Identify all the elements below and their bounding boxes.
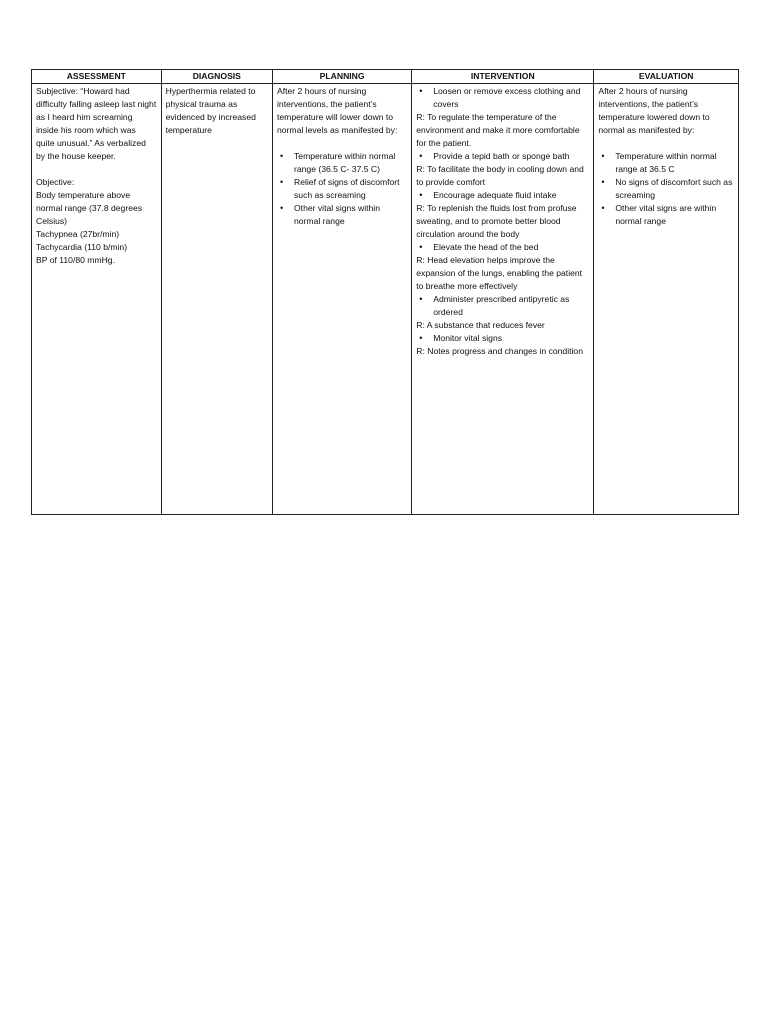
- bullet-icon: •: [419, 151, 423, 161]
- bullet-icon: •: [419, 242, 423, 252]
- intervention-action: [416, 150, 589, 163]
- evaluation-bullet-text: Other vital signs are within normal range: [615, 203, 717, 226]
- list-item: [277, 202, 407, 228]
- intervention-rationale: R: Notes progress and changes in condition: [416, 346, 583, 356]
- evaluation-bullet-list: [598, 150, 734, 228]
- evaluation-intro: After 2 hours of nursing interventions, the patient’s temperature lowered down to normal as manifested by:: [598, 86, 710, 135]
- bullet-icon: •: [419, 190, 423, 200]
- list-item: [598, 202, 734, 228]
- header-evaluation: EVALUATION: [594, 70, 739, 84]
- intervention-action-text: Administer prescribed antipyretic as ordered: [433, 294, 570, 317]
- bullet-icon: •: [280, 151, 284, 161]
- nursing-care-plan-table: [31, 69, 739, 515]
- planning-bullet-list: [277, 150, 407, 228]
- list-item: [277, 150, 407, 176]
- header-diagnosis: DIAGNOSIS: [161, 70, 272, 84]
- intervention-rationale: R: To regulate the temperature of the environment and make it more comfortable for the patient.: [416, 112, 580, 148]
- list-item: [277, 176, 407, 202]
- header-intervention: INTERVENTION: [412, 70, 594, 84]
- header-assessment: ASSESSMENT: [32, 70, 162, 84]
- bullet-icon: •: [601, 177, 605, 187]
- bullet-icon: •: [280, 177, 284, 187]
- intervention-rationale: R: Head elevation helps improve the expansion of the lungs, enabling the patient to breathe more effectively: [416, 255, 583, 291]
- list-item: [598, 150, 734, 176]
- intervention-list: [416, 241, 589, 254]
- intervention-rationale: R: To replenish the fluids lost from profuse sweating, and to promote better blood circulation around the body: [416, 203, 577, 239]
- intervention-action-text: Loosen or remove excess clothing and covers: [433, 86, 581, 109]
- intervention-rationale: R: To facilitate the body in cooling down and to provide comfort: [416, 164, 584, 187]
- intervention-rationale: R: A substance that reduces fever: [416, 320, 545, 330]
- planning-intro: After 2 hours of nursing interventions, the patient’s temperature will lower down to normal levels as manifested by:: [277, 86, 398, 135]
- diagnosis-cell: [161, 84, 272, 515]
- intervention-action: [416, 332, 589, 345]
- objective-line: Body temperature above normal range (37.8 degrees Celsius): [36, 190, 143, 226]
- intervention-action-text: Monitor vital signs: [433, 333, 503, 343]
- evaluation-cell: [594, 84, 739, 515]
- bullet-icon: •: [419, 86, 423, 96]
- assessment-cell: [32, 84, 162, 515]
- bullet-icon: •: [601, 151, 605, 161]
- intervention-action-text: Provide a tepid bath or sponge bath: [433, 151, 570, 161]
- evaluation-bullet-text: Temperature within normal range at 36.5 C: [615, 151, 717, 174]
- intervention-list: [416, 189, 589, 202]
- evaluation-bullet-text: No signs of discomfort such as screaming: [615, 177, 733, 200]
- bullet-icon: •: [601, 203, 605, 213]
- intervention-action: [416, 241, 589, 254]
- intervention-action: [416, 293, 589, 319]
- intervention-action-text: Elevate the head of the bed: [433, 242, 539, 252]
- planning-bullet-text: Other vital signs within normal range: [294, 203, 380, 226]
- intervention-cell: [412, 84, 594, 515]
- planning-cell: [273, 84, 412, 515]
- assessment-objective-label: Objective:: [36, 177, 75, 187]
- intervention-action: [416, 189, 589, 202]
- content-row: [32, 84, 739, 515]
- assessment-subjective: Subjective: “Howard had difficulty falling asleep last night as I heard him screaming inside his room which was quite unusual.” As verbalized by the house keeper.: [36, 86, 157, 161]
- objective-line: BP of 110/80 mmHg.: [36, 255, 115, 265]
- intervention-action-text: Encourage adequate fluid intake: [433, 190, 557, 200]
- intervention-action: [416, 85, 589, 111]
- header-planning: PLANNING: [273, 70, 412, 84]
- intervention-list: [416, 85, 589, 111]
- planning-bullet-text: Temperature within normal range (36.5 C- 37.5 C): [294, 151, 396, 174]
- bullet-icon: •: [419, 294, 423, 304]
- intervention-list: [416, 332, 589, 345]
- objective-line: Tachycardia (110 b/min): [36, 242, 128, 252]
- list-item: [598, 176, 734, 202]
- intervention-list: [416, 150, 589, 163]
- planning-bullet-text: Relief of signs of discomfort such as screaming: [294, 177, 400, 200]
- bullet-icon: •: [280, 203, 284, 213]
- objective-line: Tachypnea (27br/min): [36, 229, 120, 239]
- diagnosis-text: Hyperthermia related to physical trauma as evidenced by increased temperature: [165, 86, 256, 135]
- bullet-icon: •: [419, 333, 423, 343]
- intervention-list: [416, 293, 589, 319]
- header-row: [32, 70, 739, 84]
